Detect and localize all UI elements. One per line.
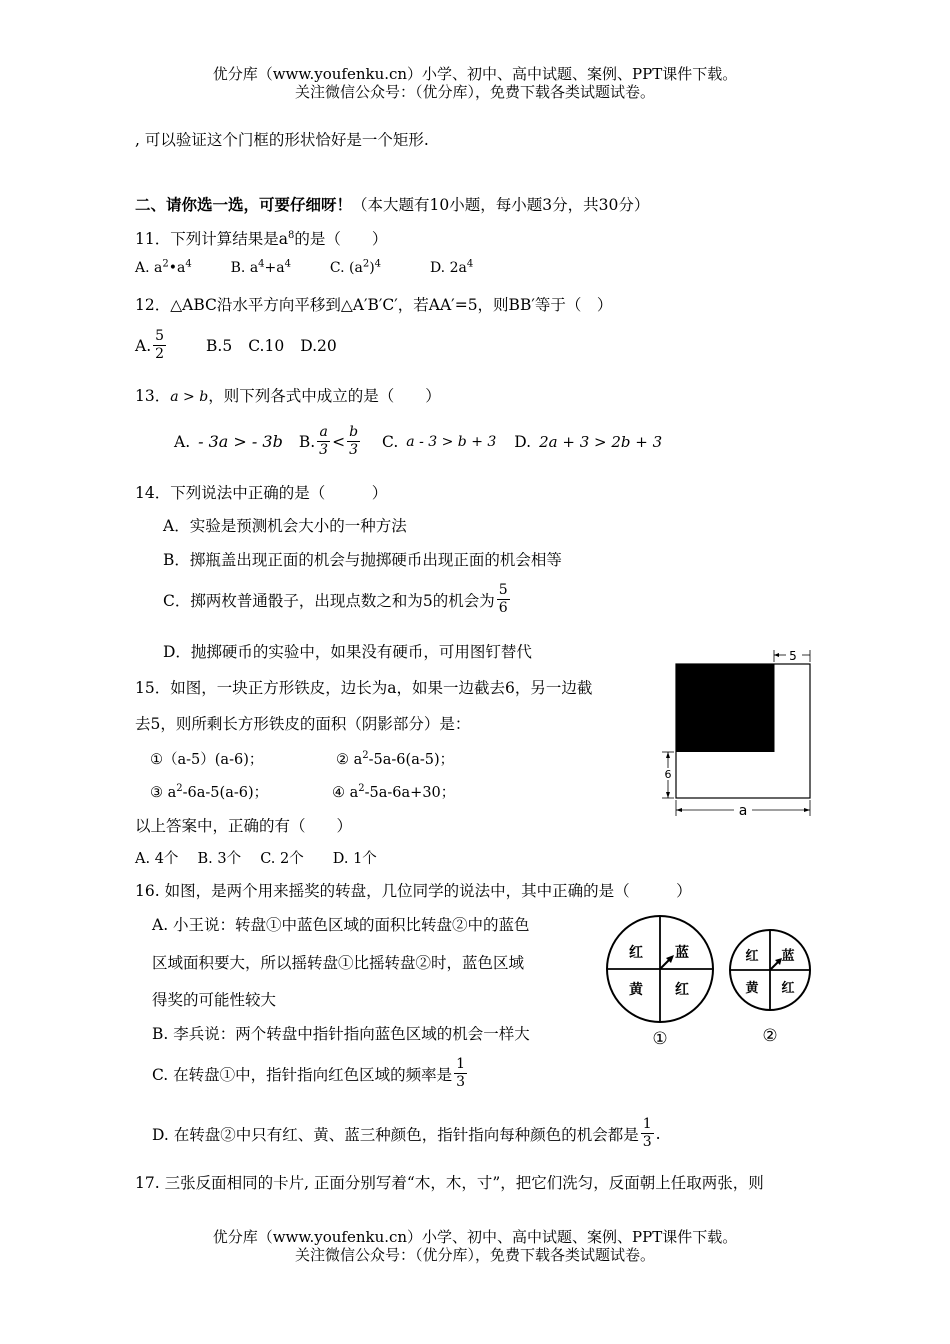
q13-options xyxy=(174,424,662,459)
q12-option-a-fraction: $\frac{5}{2}$ xyxy=(155,328,165,362)
q12-stem: 12．△ABC沿水平方向平移到△A′B′C′，若AA′=5，则BB′等于（ ） xyxy=(135,296,613,314)
q13-option-d-expr: 2a + 3 > 2b + 3 xyxy=(539,432,663,451)
q11-stem-pre: 11．下列计算结果是a xyxy=(135,230,288,248)
q13-option-b-frac-1: $\frac{a}{3}$ xyxy=(319,424,329,458)
q12-option-a-label: A. xyxy=(135,336,152,355)
header-line-2: 关注微信公众号：（优分库），免费下载各类试题试卷。 xyxy=(294,83,655,101)
q13-option-a-label: A. xyxy=(174,432,191,451)
q15-side-label: 6 xyxy=(664,768,672,781)
q16-option-c-text: C. 在转盘①中，指针指向红色区域的频率是 xyxy=(152,1065,453,1084)
q15-bottom-label: a xyxy=(738,803,748,819)
spinner-1-bottom-left: 黄 xyxy=(629,982,643,998)
q15-choices: A. 4个 B. 3个 C. 2个 D. 1个 xyxy=(135,851,377,867)
spinner-2-label: ② xyxy=(762,1026,778,1046)
q13-number: 13． xyxy=(135,387,171,405)
section-title xyxy=(135,193,649,215)
q12-option-d: D.20 xyxy=(300,336,337,355)
q13-condition: a > b xyxy=(170,389,209,405)
q13-option-d-label: D. xyxy=(514,432,532,451)
q15-top-label: 5 xyxy=(789,649,797,663)
q13-stem xyxy=(135,384,441,406)
q14-option-c-fraction: $\frac{5}{6}$ xyxy=(498,582,508,616)
q11-option-a: A. $a^2•a^4$ xyxy=(135,258,192,276)
q17-stem: 17. 三张反面相同的卡片, 正面分别写着“木，木，寸”，把它们洗匀，反面朝上任取两张，则 xyxy=(135,1174,764,1192)
q13-option-b-frac-2: $\frac{b}{3}$ xyxy=(349,424,359,458)
q13-option-b-op: < xyxy=(332,432,346,451)
q16-option-c xyxy=(152,1056,469,1091)
q11-stem-exp: 8 xyxy=(287,229,295,241)
q14-option-b: B．掷瓶盖出现正面的机会与抛掷硬币出现正面的机会相等 xyxy=(163,551,562,569)
q11-stem xyxy=(135,227,387,249)
q14-option-d: D．抛掷硬币的实验中，如果没有硬币，可用图钉替代 xyxy=(163,643,532,661)
q12-options xyxy=(135,328,337,363)
q16-option-a-line-1: A. 小王说：转盘①中蓝色区域的面积比转盘②中的蓝色 xyxy=(152,916,530,934)
spinner-1-bottom-right: 红 xyxy=(675,982,689,998)
q16-option-c-fraction: $\frac{1}{3}$ xyxy=(456,1056,466,1090)
q11-options xyxy=(135,260,473,276)
q11-option-b: B. $a^4+a^4$ xyxy=(230,258,291,276)
q15-stem-1: 15．如图，一块正方形铁皮，边长为a，如果一边截去6，另一边截 xyxy=(135,679,593,697)
spinner-1-label: ① xyxy=(652,1029,668,1049)
q15-option-4: ④ $a^2-5a-6a+30$； xyxy=(332,783,456,801)
section-title-main: 二、请你选一选，可要仔细呀！ xyxy=(135,195,353,214)
q13-option-c-label: C. xyxy=(382,432,399,451)
q15-stem-2: 去5，则所剩长方形铁皮的面积（阴影部分）是： xyxy=(135,715,471,733)
q14-option-a: A．实验是预测机会大小的一种方法 xyxy=(163,517,407,535)
q12-option-b: B.5 xyxy=(206,336,233,355)
q11-stem-post: 的是（ ） xyxy=(294,230,388,248)
q11-option-d: D. $2a^4$ xyxy=(429,258,474,276)
q16-option-d-fraction: $\frac{1}{3}$ xyxy=(642,1116,652,1150)
q15-ask: 以上答案中，正确的有（ ） xyxy=(135,817,353,835)
q16-option-a-line-2: 区域面积要大，所以摇转盘①比摇转盘②时，蓝色区域 xyxy=(152,954,525,972)
q15-option-2: ② $a^2-5a-6(a-5)$； xyxy=(336,750,455,768)
q14-option-c-text: C．掷两枚普通骰子，出现点数之和为5的机会为 xyxy=(163,591,495,610)
spinner-1-top-left: 红 xyxy=(629,945,643,961)
spinner-2 xyxy=(730,930,810,1046)
q14-option-c xyxy=(163,582,512,617)
spinner-2-bottom-right: 红 xyxy=(781,981,795,996)
q15-option-3: ③ $a^2-6a-5(a-6)$； xyxy=(150,783,269,801)
q14-stem: 14．下列说法中正确的是（ ） xyxy=(135,484,388,502)
q15-shaded-region xyxy=(676,664,774,752)
q15-square-figure xyxy=(656,644,826,820)
q13-option-b-label: B. xyxy=(298,432,316,451)
spinner-2-bottom-left: 黄 xyxy=(745,981,759,996)
intro-line: , 可以验证这个门框的形状恰好是一个矩形. xyxy=(135,131,429,149)
q13-option-a-expr: - 3a > - 3b xyxy=(198,432,283,451)
spinner-2-top-left: 红 xyxy=(745,949,759,964)
q16-option-a-line-3: 得奖的可能性较大 xyxy=(152,991,277,1009)
q16-stem: 16. 如图，是两个用来摇奖的转盘，几位同学的说法中，其中正确的是（ ） xyxy=(135,882,692,900)
header-line-1: 优分库（www.youfenku.cn）小学、初中、高中试题、案例、PPT课件下载。 xyxy=(212,65,738,83)
q15-option-1: ①（a-5）(a-6)； xyxy=(150,752,264,768)
spinner-2-top-right: 蓝 xyxy=(781,949,795,964)
spinner-1-top-right: 蓝 xyxy=(675,945,689,961)
q16-option-b: B. 李兵说：两个转盘中指针指向蓝色区域的机会一样大 xyxy=(152,1025,530,1043)
footer-line-1: 优分库（www.youfenku.cn）小学、初中、高中试题、案例、PPT课件下载。 xyxy=(212,1228,738,1246)
footer-line-2: 关注微信公众号：（优分库），免费下载各类试题试卷。 xyxy=(294,1246,655,1264)
spinner-1 xyxy=(607,916,713,1049)
q11-option-c: C. $(a^2)^4$ xyxy=(329,258,382,276)
section-title-note: （本大题有10小题，每小题3分，共30分） xyxy=(352,196,650,214)
q16-option-d-text: D. 在转盘②中只有红、黄、蓝三种颜色，指针指向每种颜色的机会都是 xyxy=(152,1125,639,1144)
q12-option-c: C.10 xyxy=(248,336,285,355)
q16-spinner-figure xyxy=(600,914,820,1050)
q13-option-c-expr: a - 3 > b + 3 xyxy=(406,433,497,450)
q16-option-d xyxy=(152,1116,661,1151)
q13-stem-post: ，则下列各式中成立的是（ ） xyxy=(208,387,441,405)
q16-option-d-end: . xyxy=(655,1124,661,1143)
